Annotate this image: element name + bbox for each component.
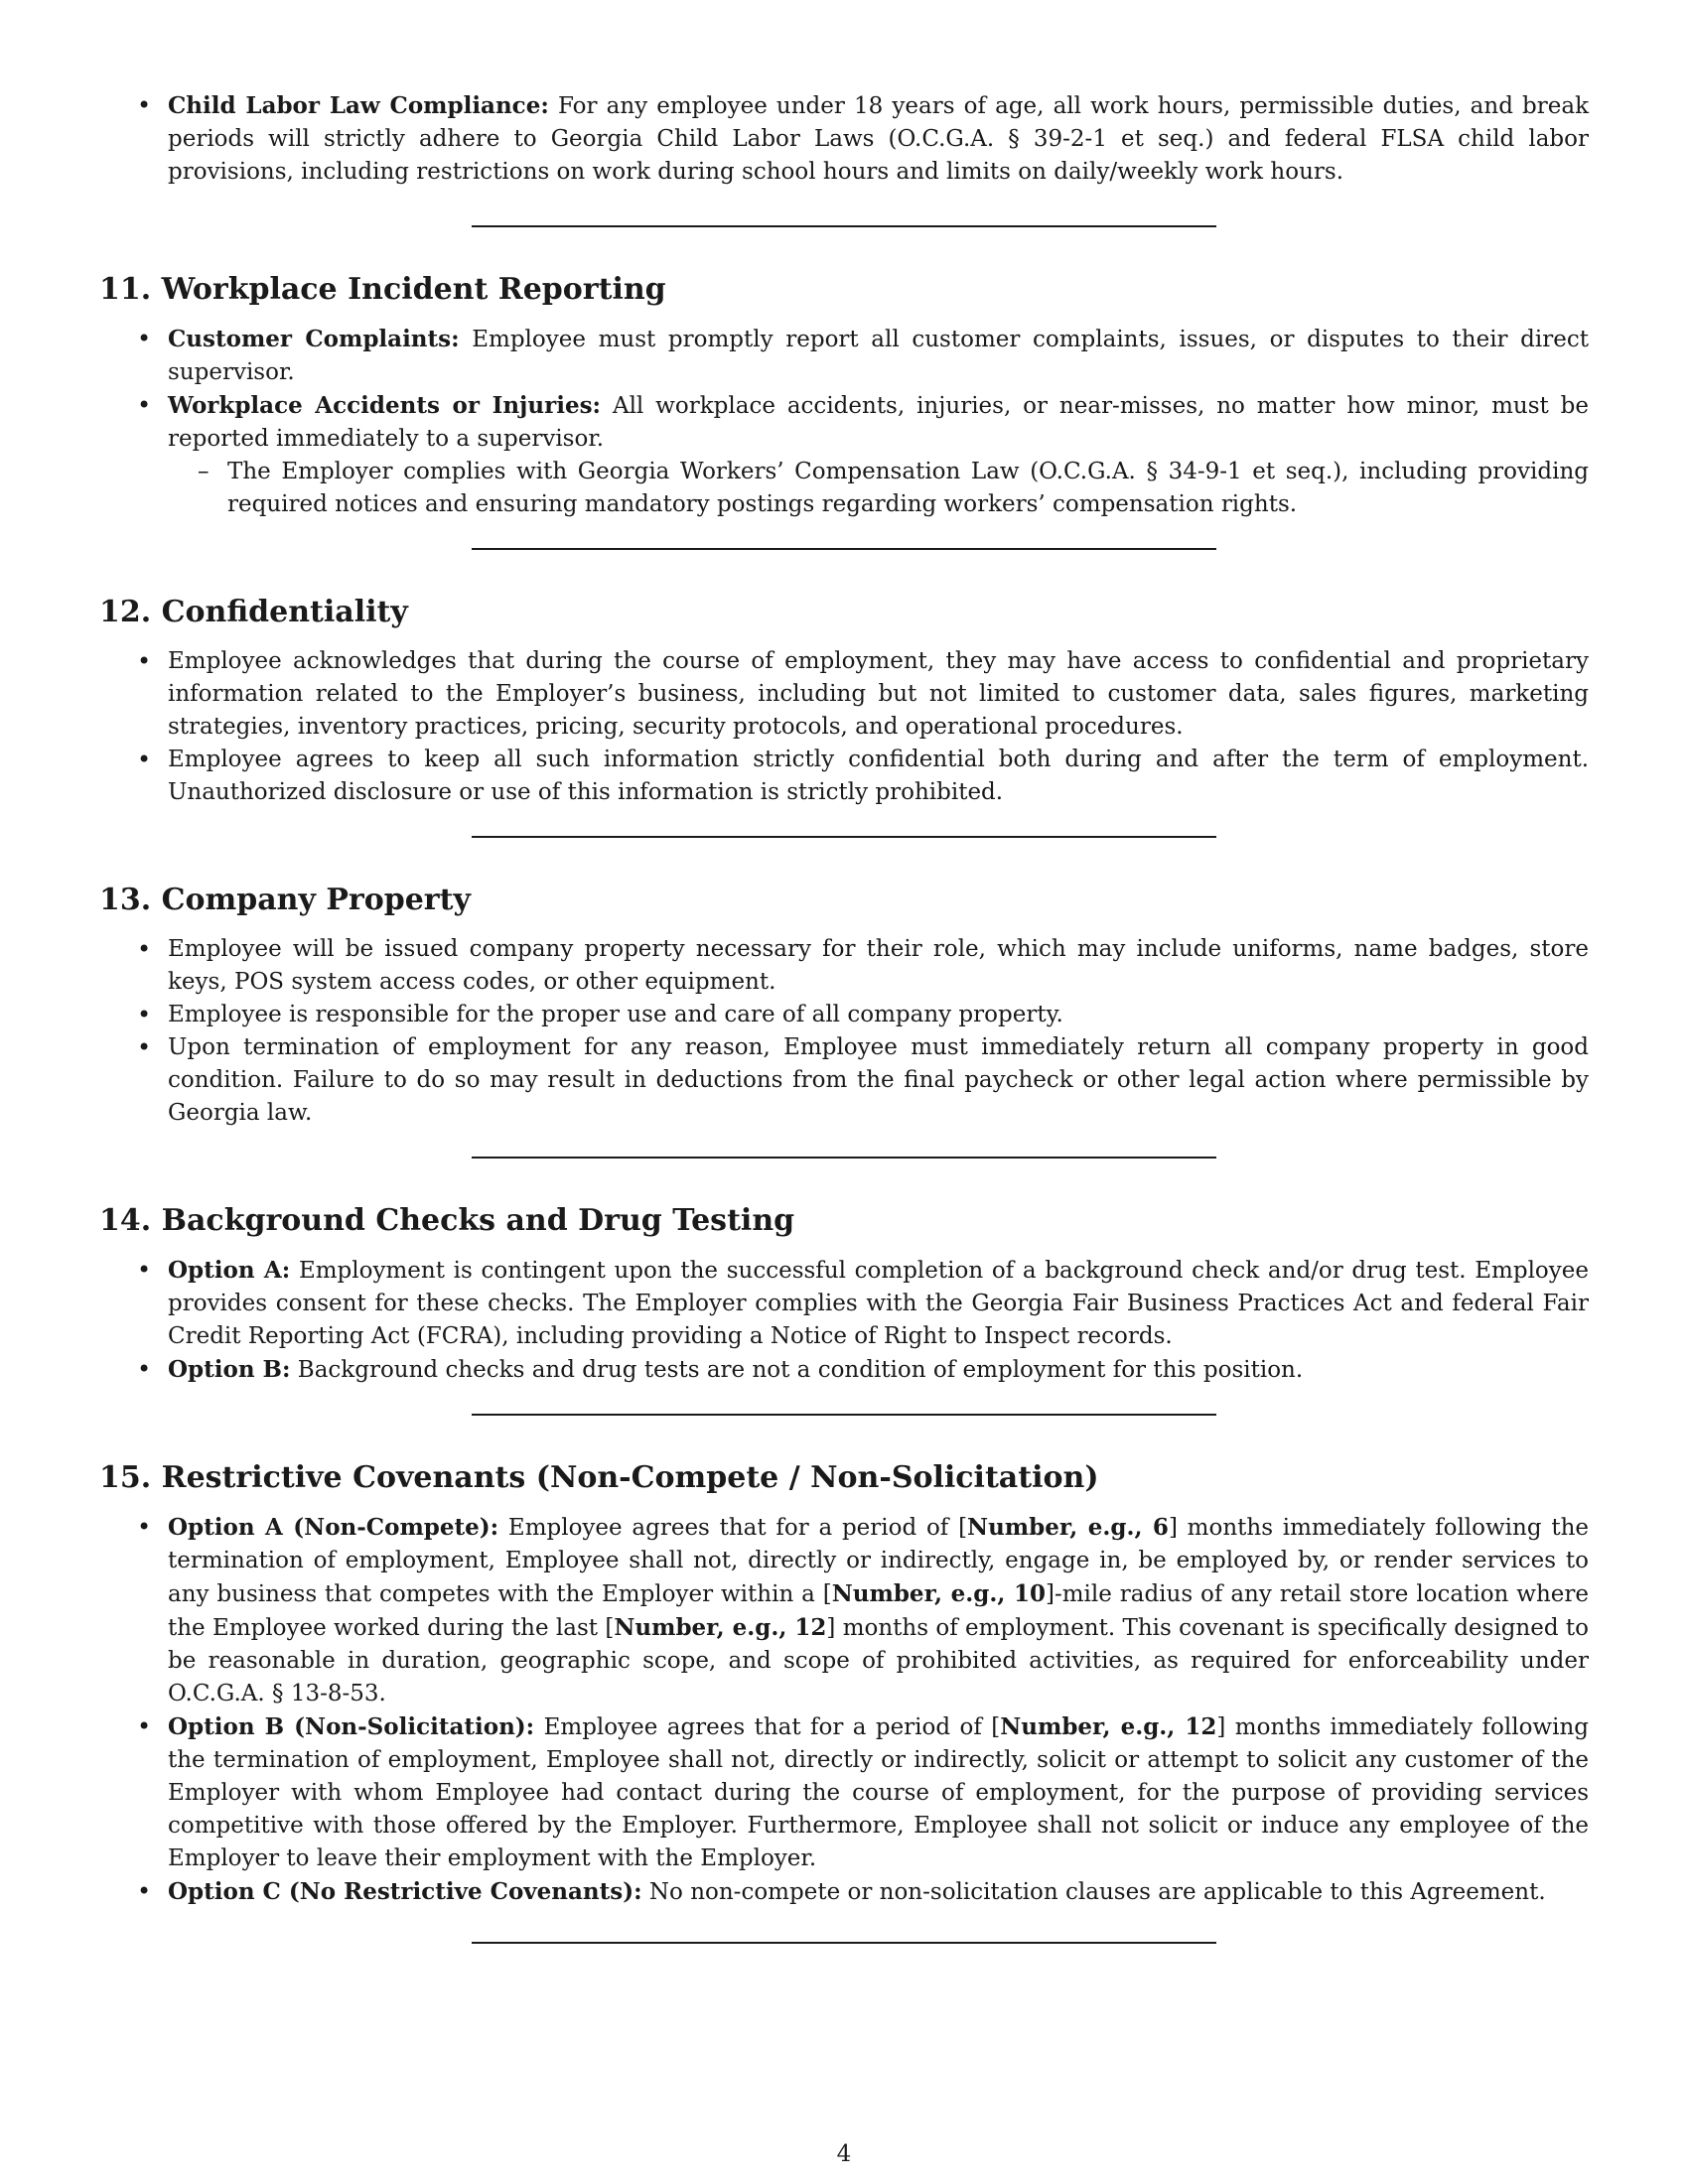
placeholder-value: Number, e.g., 12	[614, 1614, 827, 1641]
section-list	[99, 1254, 1589, 1387]
list-item: • Employee agrees to keep all such information strictly confidential both during and after the term of employment. Unauthorized disclosure or use of this information is strictly prohibited.	[99, 744, 1589, 809]
section-workplace-incident-reporting	[99, 271, 1589, 521]
item-label: Child Labor Law Compliance:	[168, 92, 549, 119]
sub-list	[168, 456, 1589, 521]
section-list	[99, 1511, 1589, 1909]
section-divider	[472, 1414, 1216, 1416]
section-confidentiality	[99, 594, 1589, 809]
item-text: No non-compete or non-solicitation clauses are applicable to this Agreement.	[648, 1879, 1546, 1905]
section-list	[99, 645, 1589, 809]
section-background-checks	[99, 1202, 1589, 1387]
section-list	[99, 323, 1589, 521]
item-text: ]-mile radius of any retail store location where the Employee worked during the last [	[168, 1581, 1589, 1641]
item-text: For any employee under 18 years of age, all work hours, permissible duties, and break periods will strictly adhere to Georgia Child Labor Laws (O.C.G.A. § 39-2-1 et seq.) and federal FLSA child labor provisions, including restrictions on work during school hours and limits on daily/weekly work hours.	[168, 93, 1590, 185]
list-item: • Employee acknowledges that during the course of employment, they may have access to confidential and proprietary information related to the Employer’s business, including but not limited to customer data, sales figures, marketing strategies, inventory practices, pricing, security protocols, and operational procedures.	[99, 645, 1589, 744]
item-text: Employment is contingent upon the successful completion of a background check and/or drug test. Employee provides consent for these checks. The Employer complies with the Georgia Fair Business Practices Act and federal Fair Credit Reporting Act (FCRA), including providing a Notice of Right to Inspect records.	[168, 1258, 1589, 1349]
section-company-property	[99, 882, 1589, 1130]
list-item	[99, 89, 1589, 189]
section-heading: 11. Workplace Incident Reporting	[99, 272, 666, 307]
sub-list-item: – The Employer complies with Georgia Workers’ Compensation Law (O.C.G.A. § 34-9-1 et seq.), including providing required notices and ensuring mandatory postings regarding workers’ compensation rights.	[168, 456, 1589, 521]
section-divider	[472, 548, 1216, 550]
item-label: Workplace Accidents or Injuries:	[168, 392, 602, 419]
section-divider	[472, 1157, 1216, 1159]
list-item: • Upon termination of employment for any reason, Employee must immediately return all company property in good condition. Failure to do so may result in deductions from the final paycheck or other legal action where permissible by Georgia law.	[99, 1031, 1589, 1130]
list-item: • Employee will be issued company property necessary for their role, which may include uniforms, name badges, store keys, POS system access codes, or other equipment.	[99, 933, 1589, 999]
list-item	[99, 1254, 1589, 1353]
list-item	[99, 1875, 1589, 1909]
item-text: Employee agrees that for a period of [	[507, 1515, 968, 1541]
item-text: ] months immediately following the termination of employment, Employee shall not, directly or indirectly, solicit or attempt to solicit any customer of the Employer with whom Employee had contact during the course of employment, for the purpose of providing services competitive with those offered by the Employer. Furthermore, Employee shall not solicit or induce any employee of the Employer to leave their employment with the Employer.	[168, 1714, 1589, 1871]
item-label: Option B:	[168, 1356, 291, 1383]
item-label: Option A (Non-Compete):	[168, 1514, 499, 1541]
item-text: ] months immediately following the termination of employment, Employee shall not, directly or indirectly, engage in, be employed by, or render services to any business that competes with the Employer within a [	[168, 1515, 1589, 1607]
item-text: Employee agrees that for a period of [	[543, 1714, 1001, 1740]
section-heading: 15. Restrictive Covenants (Non-Compete / Non-Solicitation)	[99, 1460, 1099, 1495]
child-labor-list	[99, 89, 1589, 189]
item-label: Option A:	[168, 1257, 291, 1284]
document-page	[99, 89, 1589, 1944]
item-label: Option B (Non-Solicitation):	[168, 1713, 535, 1740]
section-restrictive-covenants	[99, 1459, 1589, 1909]
section-list	[99, 933, 1589, 1130]
item-label: Option C (No Restrictive Covenants):	[168, 1878, 642, 1905]
section-divider	[472, 225, 1216, 227]
section-heading: 14. Background Checks and Drug Testing	[99, 1203, 795, 1238]
placeholder-value: Number, e.g., 10	[831, 1580, 1046, 1607]
item-text: Employee must promptly report all customer complaints, issues, or disputes to their direct supervisor.	[168, 327, 1589, 385]
placeholder-value: Number, e.g., 6	[967, 1514, 1169, 1541]
item-label: Customer Complaints:	[168, 326, 460, 352]
list-item	[99, 389, 1589, 521]
section-divider	[472, 836, 1216, 838]
item-text: Background checks and drug tests are not a condition of employment for this position.	[297, 1357, 1304, 1383]
section-divider	[472, 1942, 1216, 1944]
page-number: 4	[836, 2141, 852, 2167]
item-text: All workplace accidents, injuries, or near-misses, no matter how minor, must be reported immediately to a supervisor.	[168, 393, 1589, 452]
placeholder-value: Number, e.g., 12	[1000, 1713, 1217, 1740]
section-heading: 13. Company Property	[99, 883, 471, 917]
list-item	[99, 1710, 1589, 1875]
section-heading: 12. Confidentiality	[99, 595, 408, 629]
list-item	[99, 1353, 1589, 1387]
list-item	[99, 1511, 1589, 1710]
list-item	[99, 323, 1589, 389]
list-item: • Employee is responsible for the proper use and care of all company property.	[99, 999, 1589, 1031]
item-text: ] months of employment. This covenant is specifically designed to be reasonable in duration, geographic scope, and scope of prohibited activities, as required for enforceability under O.C.G.A. § 13-8-53.	[168, 1615, 1589, 1706]
